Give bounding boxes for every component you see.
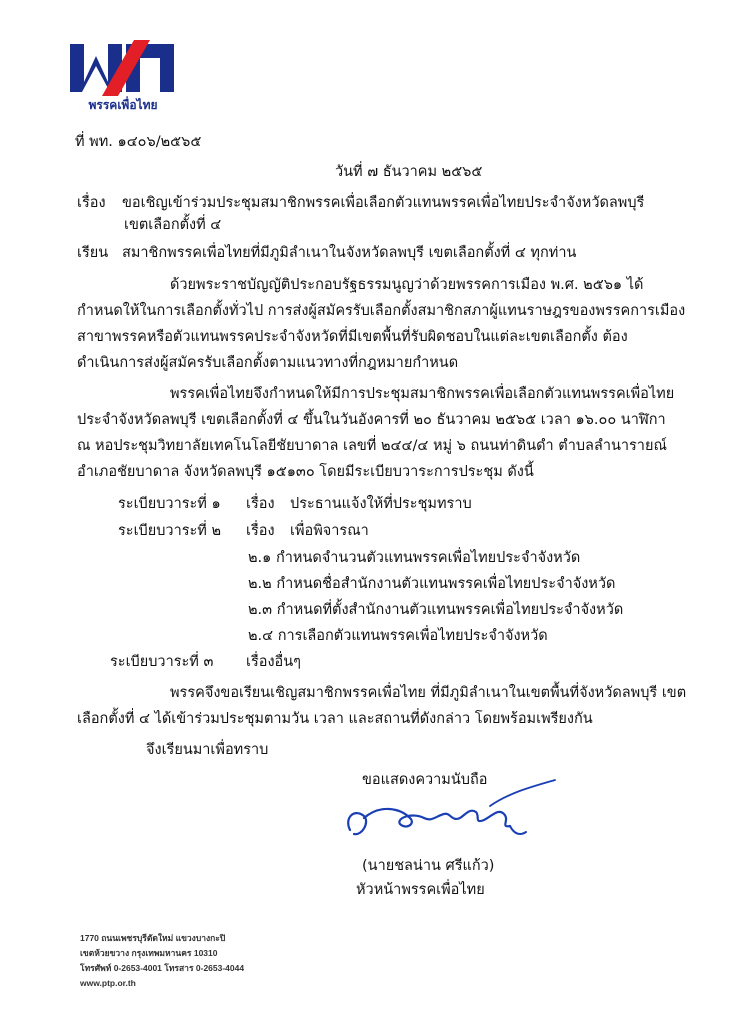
subject-label: เรื่อง [77,195,106,211]
agenda-1-topic: เรื่อง [246,496,275,512]
letter-date: วันที่ ๗ ธันวาคม ๒๕๖๕ [335,164,483,180]
footer-line: โทรศัพท์ 0-2653-4001 โทรสาร 0-2653-4044 [80,963,245,973]
handwritten-signature [340,778,560,848]
agenda-sub-item: ๒.๑ กำหนดจำนวนตัวแทนพรรคเพื่อไทยประจำจังหวัด [248,550,581,566]
agenda-3-text: เรื่องอื่นๆ [246,654,301,670]
signer-title: หัวหน้าพรรคเพื่อไทย [356,882,485,898]
paragraph2-line: ณ หอประชุมวิทยาลัยเทคโนโลยีชัยบาดาล เลขที่ ๒๔๔/๔ หมู่ ๖ ถนนท่าดินดำ ตำบลลำนารายณ์ [77,438,667,454]
agenda-sub-item: ๒.๔ การเลือกตัวแทนพรรคเพื่อไทยประจำจังหวัด [248,628,548,644]
party-logo-mark [66,38,178,98]
signer-name: (นายชลน่าน ศรีแก้ว) [362,858,495,874]
paragraph3-line: พรรคจึงขอเรียนเชิญสมาชิกพรรคเพื่อไทย ที่มีภูมิลำเนาในเขตพื้นที่จังหวัดลพบุรี เขต [170,685,687,701]
agenda-1-text: ประธานแจ้งให้ที่ประชุมทราบ [290,496,472,512]
recipient-label: เรียน [77,245,109,261]
agenda-2-label: ระเบียบวาระที่ ๒ [118,523,222,539]
paragraph2-line: พรรคเพื่อไทยจึงกำหนดให้มีการประชุมสมาชิกพรรคเพื่อเลือกตัวแทนพรรคเพื่อไทย [170,386,675,402]
party-logo-caption: พรรคเพื่อไทย [88,98,158,112]
footer-website: www.ptp.or.th [80,978,136,988]
paragraph2-line: อำเภอชัยบาดาล จังหวัดลพบุรี ๑๕๑๓๐ โดยมีระเบียบวาระการประชุม ดังนี้ [77,464,534,480]
recipient-text: สมาชิกพรรคเพื่อไทยที่มีภูมิลำเนาในจังหวัดลพบุรี เขตเลือกตั้งที่ ๔ ทุกท่าน [122,245,577,261]
agenda-2-text: เพื่อพิจารณา [290,523,369,539]
party-logo [66,38,178,114]
paragraph1-line: กำหนดให้ในการเลือกตั้งทั่วไป การส่งผู้สมัครรับเลือกตั้งสมาชิกสภาผู้แทนราษฎรของพรรคการเมือง [77,303,686,319]
paragraph3-line: เลือกตั้งที่ ๔ ได้เข้าร่วมประชุมตามวัน เวลา และสถานที่ดังกล่าว โดยพร้อมเพรียงกัน [77,711,593,727]
agenda-sub-item: ๒.๓ กำหนดที่ตั้งสำนักงานตัวแทนพรรคเพื่อไทยประจำจังหวัด [248,602,624,618]
agenda-3-label: ระเบียบวาระที่ ๓ [110,654,214,670]
paragraph2-line: ประจำจังหวัดลพบุรี เขตเลือกตั้งที่ ๔ ขึ้นในวันอังคารที่ ๒๐ ธันวาคม ๒๕๖๕ เวลา ๑๖.๐๐ นาฬิกา [77,412,666,428]
closing-line: จึงเรียนมาเพื่อทราบ [146,742,269,758]
paragraph1-line: ด้วยพระราชบัญญัติประกอบรัฐธรรมนูญว่าด้วยพรรคการเมือง พ.ศ. ๒๕๖๑ ได้ [170,277,644,293]
footer-line: เขตห้วยขวาง กรุงเทพมหานคร 10310 [80,948,218,958]
paragraph1-line: ดำเนินการส่งผู้สมัครรับเลือกตั้งตามแนวทางที่กฎหมายกำหนด [77,355,459,371]
agenda-1-label: ระเบียบวาระที่ ๑ [118,496,221,512]
footer-address [80,932,244,989]
subject-line-2: เขตเลือกตั้งที่ ๔ [124,217,222,233]
footer-line: 1770 ถนนเพชรบุรีตัดใหม่ แขวงบางกะปิ [80,933,226,943]
agenda-sub-item: ๒.๒ กำหนดชื่อสำนักงานตัวแทนพรรคเพื่อไทยประจำจังหวัด [248,576,616,592]
subject-line-1: ขอเชิญเข้าร่วมประชุมสมาชิกพรรคเพื่อเลือกตัวแทนพรรคเพื่อไทยประจำจังหวัดลพบุรี [122,195,645,211]
reference-number: ที่ พท. ๑๔๐๖/๒๕๖๕ [75,134,202,150]
agenda-2-topic: เรื่อง [246,523,275,539]
paragraph1-line: สาขาพรรคหรือตัวแทนพรรคประจำจังหวัดที่มีเขตพื้นที่รับผิดชอบในแต่ละเขตเลือกตั้ง ต้อง [77,329,628,345]
regards: ขอแสดงความนับถือ [362,772,488,788]
